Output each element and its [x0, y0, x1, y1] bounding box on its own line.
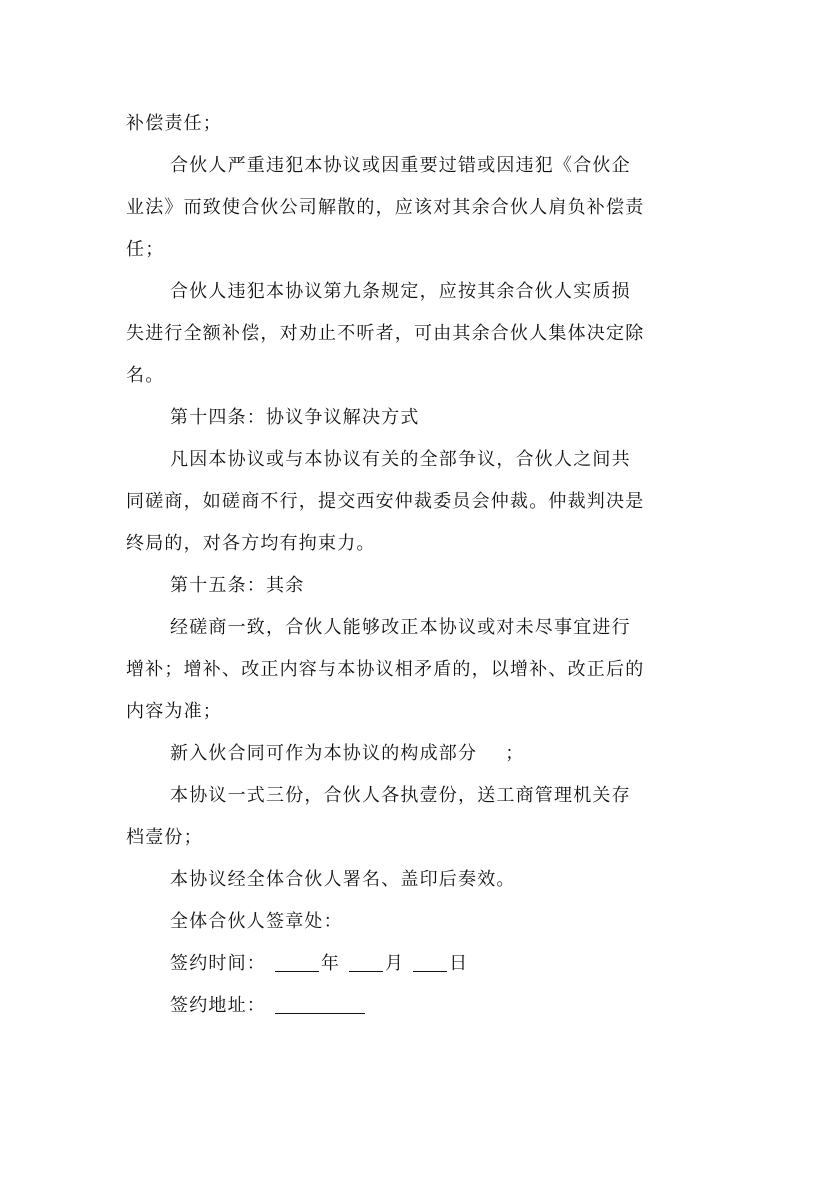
new-partner-contract-text: 新入伙合同可作为本协议的构成部分 — [170, 743, 478, 764]
sign-address-label: 签约地址： — [170, 995, 266, 1016]
paragraph-effective: 本协议经全体合伙人署名、盖印后奏效。 — [170, 869, 516, 890]
sign-date-line — [126, 943, 646, 985]
month-blank[interactable] — [349, 951, 383, 972]
watermark-lower — [328, 1051, 472, 1189]
semicolon-mark: ； — [505, 743, 525, 764]
sign-address-line — [126, 985, 646, 1027]
paragraph-new-partner-contract — [126, 733, 646, 775]
paragraph-dispute-resolution: 凡因本协议或与本协议有关的全部争议，合伙人之间共同磋商，如磋商不行，提交西安仲裁委员会仲裁。仲裁判决是终局的，对各方均有拘束力。 — [126, 449, 645, 554]
year-blank[interactable] — [275, 951, 319, 972]
paragraph-article-nine-breach: 合伙人违犯本协议第九条规定，应按其余合伙人实质损失进行全额补偿，对劝止不听者，可由其余合伙人集体决定除名。 — [126, 281, 645, 386]
article-14-heading: 第十四条：协议争议解决方式 — [170, 407, 420, 428]
sign-date-label: 签约时间： — [170, 953, 266, 974]
article-15-heading: 第十五条：其余 — [170, 575, 305, 596]
year-label: 年 — [320, 953, 341, 974]
document-body — [126, 103, 646, 1027]
day-blank[interactable] — [413, 951, 447, 972]
paragraph-amendments: 经磋商一致，合伙人能够改正本协议或对未尽事宜进行增补；增补、改正内容与本协议相矛盾的，以增补、改正后的内容为准； — [126, 617, 645, 722]
address-blank[interactable] — [275, 993, 365, 1014]
paragraph-compensation-tail: 补偿责任； — [126, 113, 222, 134]
day-label: 日 — [449, 953, 469, 974]
month-label: 月 — [385, 953, 405, 974]
paragraph-signatures: 全体合伙人签章处： — [170, 911, 343, 932]
paragraph-dissolution-liability: 合伙人严重违犯本协议或因重要过错或因违犯《合伙企业法》而致使合伙公司解散的，应该对其余合伙人肩负补偿责任； — [126, 155, 645, 260]
paragraph-copies: 本协议一式三份，合伙人各执壹份，送工商管理机关存档壹份； — [126, 785, 631, 848]
